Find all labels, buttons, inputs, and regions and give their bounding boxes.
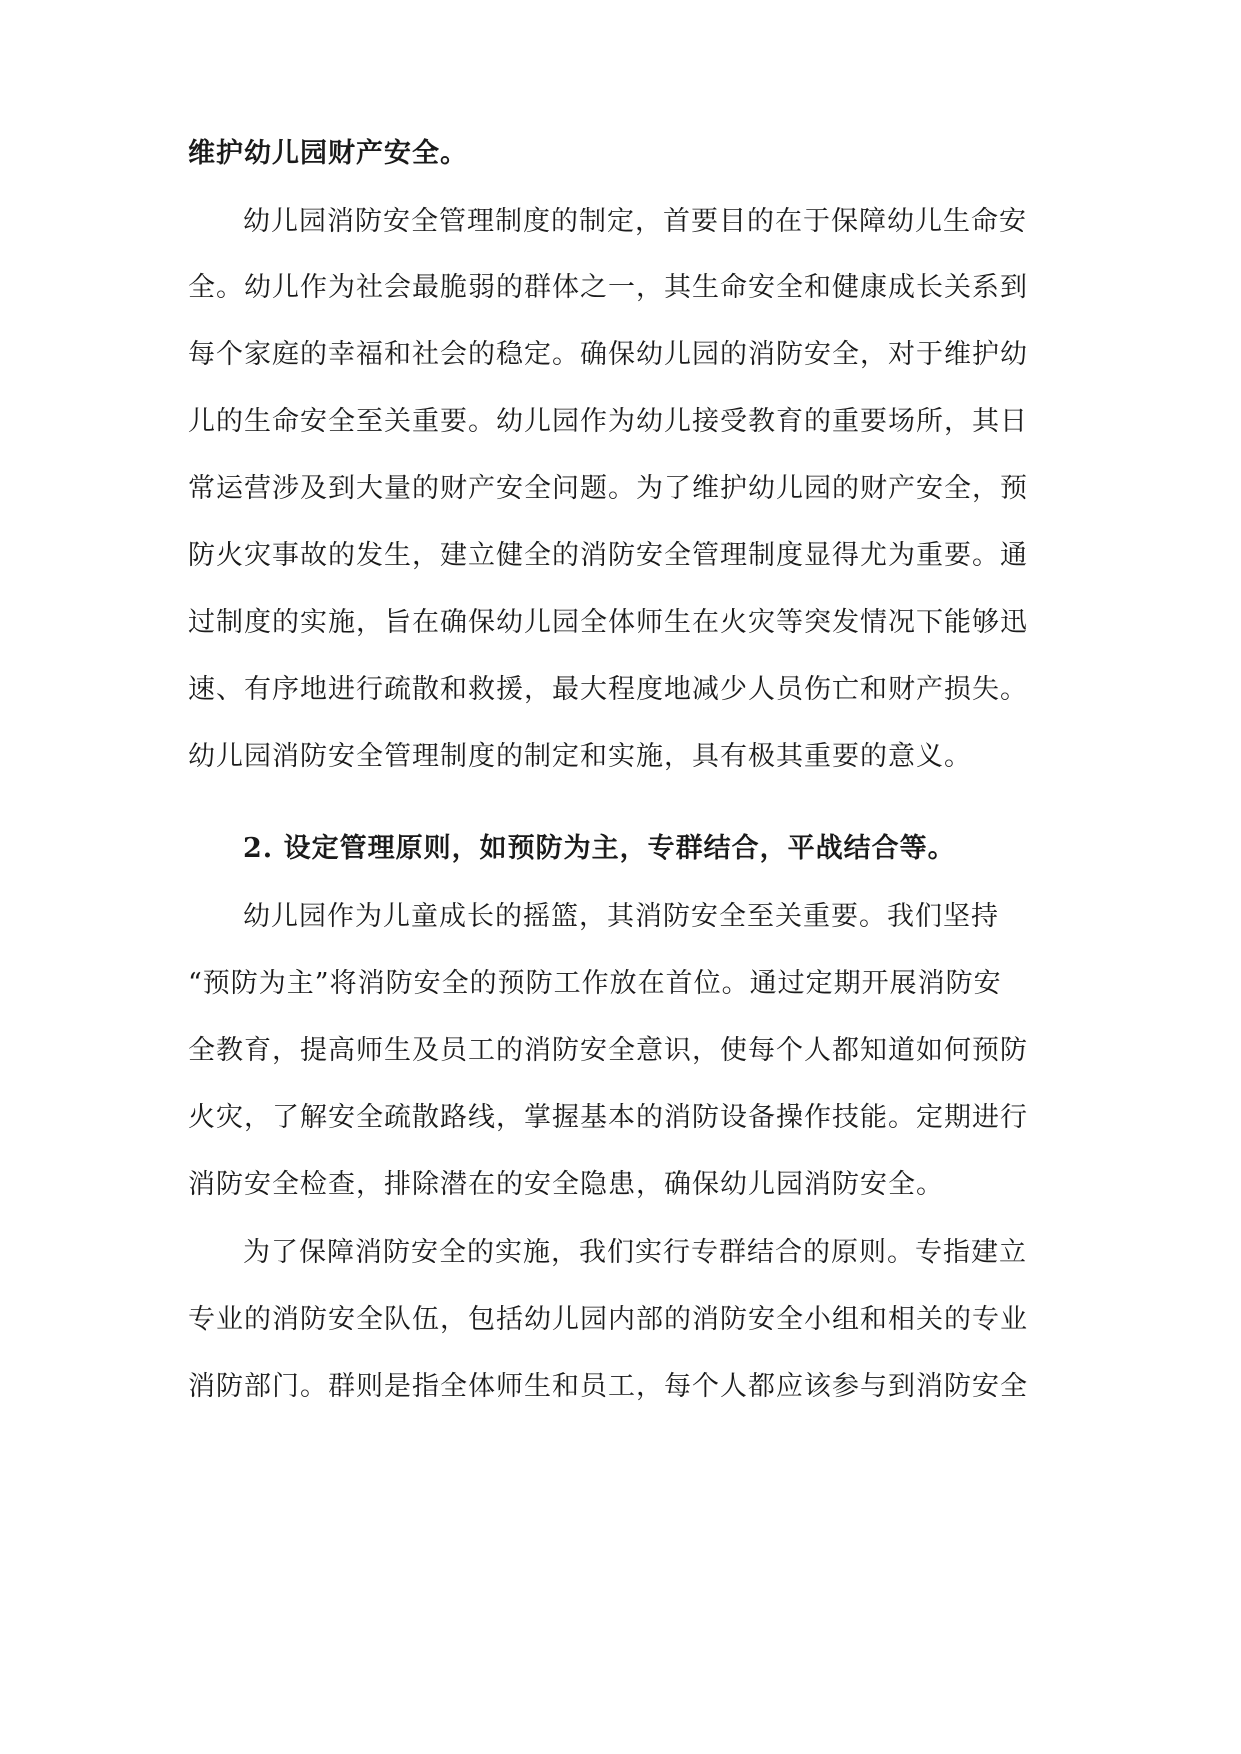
paragraph-line: 速、有序地进行疏散和救援，最大程度地减少人员伤亡和财产损失。 — [188, 674, 1028, 705]
paragraph-line: 常运营涉及到大量的财产安全问题。为了维护幼儿园的财产安全，预 — [188, 473, 1028, 504]
paragraph-line: 为了保障消防安全的实施，我们实行专群结合的原则。专指建立 — [243, 1237, 1027, 1268]
paragraph-line: 全教育，提高师生及员工的消防安全意识，使每个人都知道如何预防 — [188, 1035, 1028, 1066]
paragraph-line: 消防安全检查，排除潜在的安全隐患，确保幼儿园消防安全。 — [188, 1169, 944, 1200]
paragraph-line: “预防为主”将消防安全的预防工作放在首位。通过定期开展消防安 — [188, 968, 1002, 999]
section-heading: 2. 设定管理原则，如预防为主，专群结合，平战结合等。 — [243, 833, 956, 864]
paragraph-line: 专业的消防安全队伍，包括幼儿园内部的消防安全小组和相关的专业 — [188, 1304, 1028, 1335]
paragraph-line: 幼儿园作为儿童成长的摇篮，其消防安全至关重要。我们坚持 — [243, 901, 999, 932]
paragraph-line: 全。幼儿作为社会最脆弱的群体之一，其生命安全和健康成长关系到 — [188, 272, 1028, 303]
paragraph-line: 火灾，了解安全疏散路线，掌握基本的消防设备操作技能。定期进行 — [188, 1102, 1028, 1133]
paragraph-line: 每个家庭的幸福和社会的稳定。确保幼儿园的消防安全，对于维护幼 — [188, 339, 1028, 370]
continuation-heading: 维护幼儿园财产安全。 — [188, 138, 468, 169]
paragraph-line: 防火灾事故的发生，建立健全的消防安全管理制度显得尤为重要。通 — [188, 540, 1028, 571]
paragraph-line: 过制度的实施，旨在确保幼儿园全体师生在火灾等突发情况下能够迅 — [188, 607, 1028, 638]
paragraph-line: 幼儿园消防安全管理制度的制定和实施，具有极其重要的意义。 — [188, 741, 972, 772]
paragraph-line: 幼儿园消防安全管理制度的制定，首要目的在于保障幼儿生命安 — [243, 206, 1027, 237]
paragraph-line: 儿的生命安全至关重要。幼儿园作为幼儿接受教育的重要场所，其日 — [188, 406, 1028, 437]
paragraph-line: 消防部门。群则是指全体师生和员工，每个人都应该参与到消防安全 — [188, 1371, 1028, 1402]
